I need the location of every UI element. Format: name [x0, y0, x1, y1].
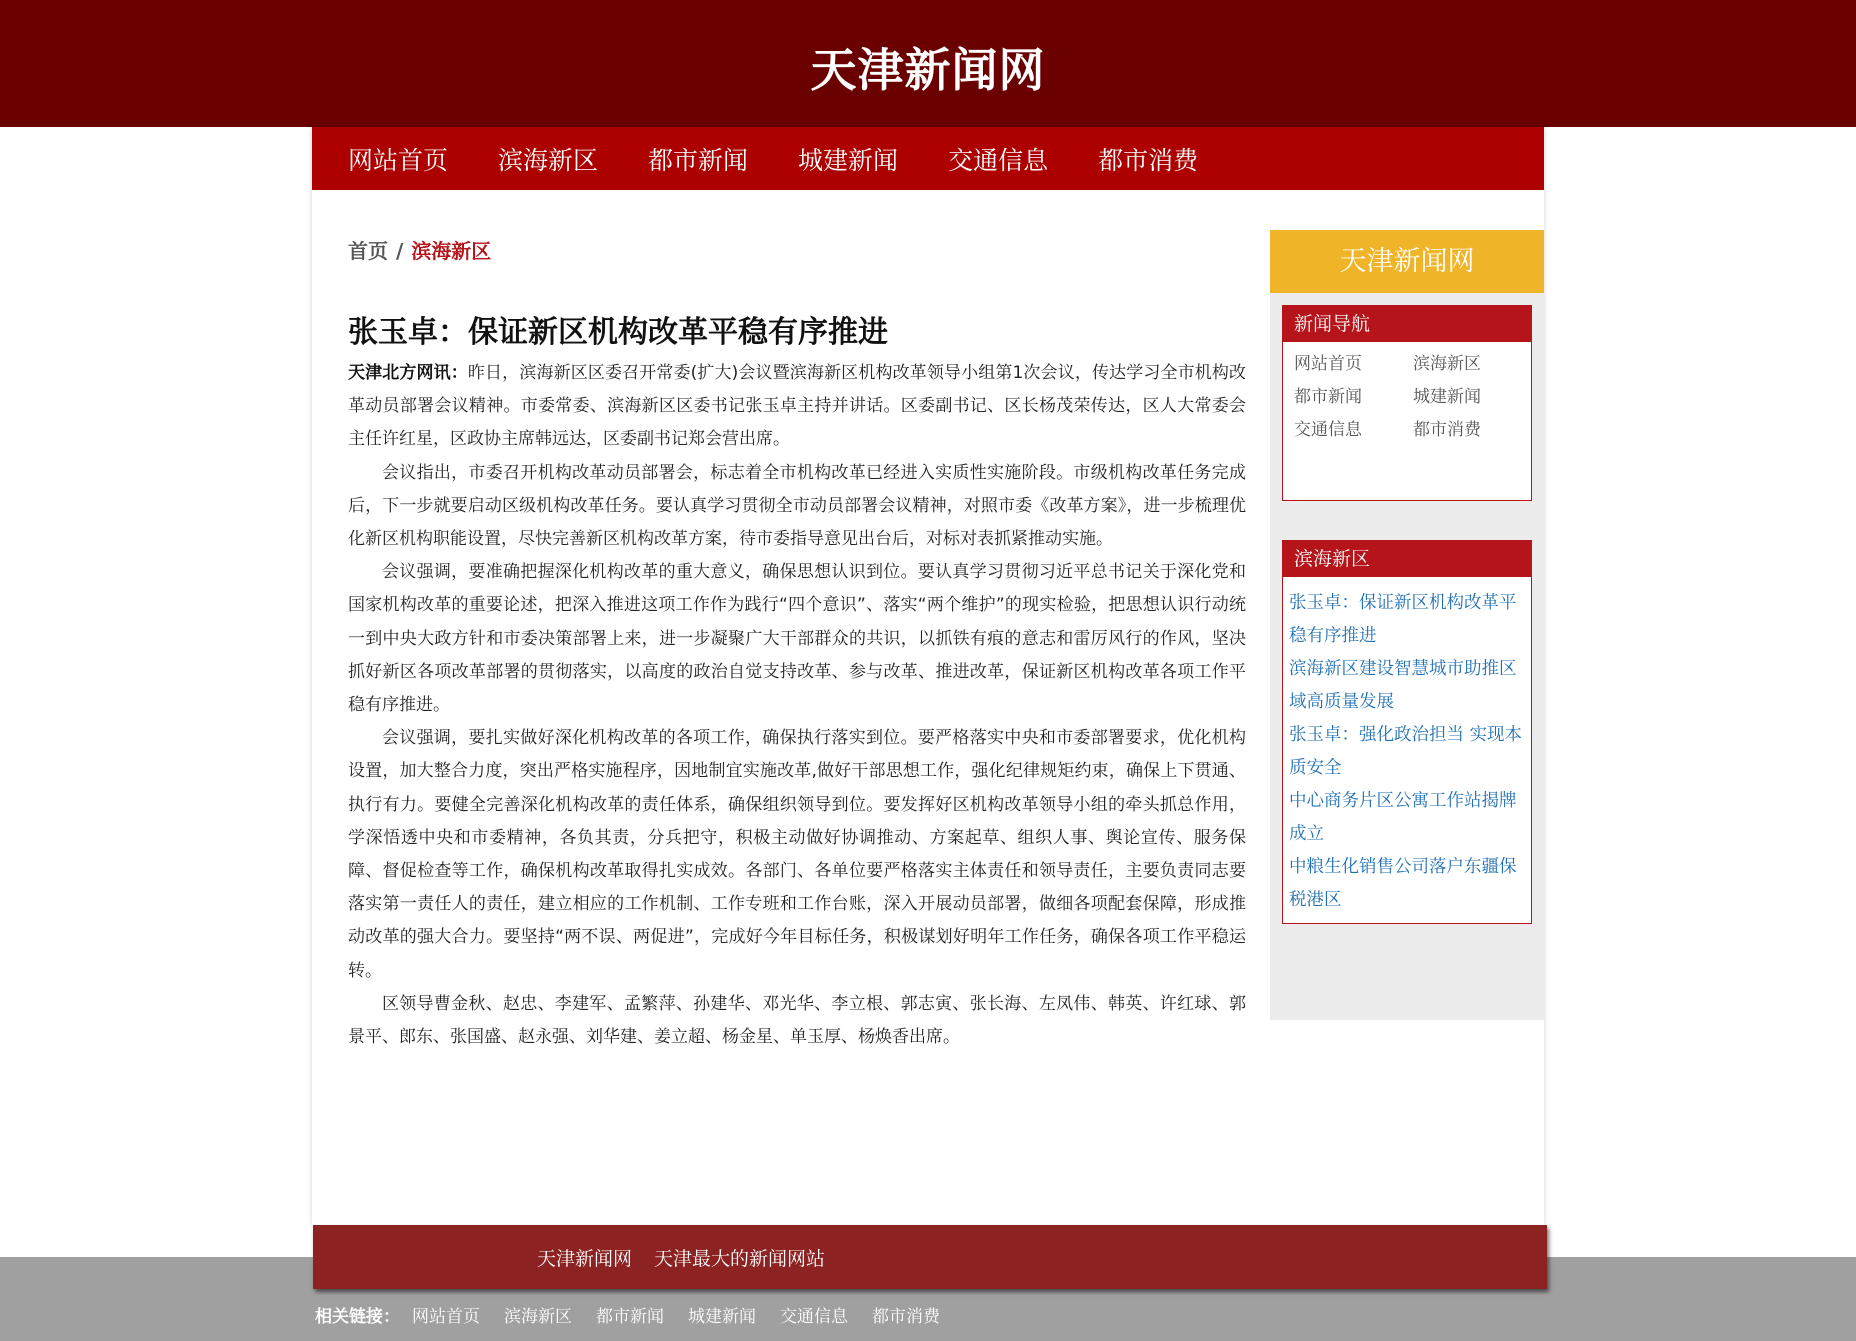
article-paragraph: 区领导曹金秋、赵忠、李建军、孟繁萍、孙建华、邓光华、李立根、郭志寅、张长海、左凤伟、韩英、许红球、郭景平、郎东、张国盛、赵永强、刘华建、姜立超、杨金星、单玉厚、杨焕香出席。: [348, 993, 1246, 1048]
related-link[interactable]: 都市消费: [872, 1307, 940, 1327]
binhai-news-box: [1282, 540, 1532, 924]
site-header: [0, 0, 1856, 127]
news-nav-link[interactable]: 都市消费: [1413, 420, 1481, 440]
footer-bar: [313, 1225, 1547, 1289]
sidebar-banner: 天津新闻网: [1270, 230, 1544, 293]
article-source: 天津北方网讯：: [348, 363, 468, 383]
related-link[interactable]: 都市新闻: [596, 1307, 664, 1327]
nav-item-home[interactable]: 网站首页: [348, 145, 449, 175]
main-nav: [312, 127, 1544, 190]
breadcrumb-home[interactable]: 首页: [348, 239, 388, 263]
footer-site-name: 天津新闻网: [537, 1248, 633, 1270]
footer-slogan: 天津最大的新闻网站: [654, 1248, 826, 1270]
news-nav-box: [1282, 305, 1532, 501]
nav-item-consumption[interactable]: 都市消费: [1098, 145, 1199, 175]
article-lead-text: 昨日，滨海新区区委召开常委(扩大)会议暨滨海新区机构改革领导小组第1次会议，传达学习全市机构改革动员部署会议精神。市委常委、滨海新区区委书记张玉卓主持并讲话。区委副书记、区长杨茂荣传达，区人大常委会主任许红星，区政协主席韩远达，区委副书记郑会营出席。: [348, 363, 1246, 450]
binhai-news-list: [1283, 577, 1531, 917]
article-paragraph: 会议强调，要扎实做好深化机构改革的各项工作，确保执行落实到位。要严格落实中央和市委部署要求，优化机构设置，加大整合力度，突出严格实施程序，因地制宜实施改革,做好干部思想工作，强化纪律规矩约束，确保上下贯通、执行有力。要健全完善深化机构改革的责任体系，确保组织领导到位。要发挥好区机构改革领导小组的牵头抓总作用，学深悟透中央和市委精神，各负其责，分兵把守，积极主动做好协调推动、方案起草、组织人事、舆论宣传、服务保障、督促检查等工作，确保机构改革取得扎实成效。各部门、各单位要严格落实主体责任和领导责任，主要负责同志要落实第一责任人的责任，建立相应的工作机制、工作专班和工作台账，深入开展动员部署，做细各项配套保障，形成推动改革的强大合力。要坚持“两不误、两促进”，完成好今年目标任务，积极谋划好明年工作任务，确保各项工作平稳运转。: [348, 728, 1246, 981]
breadcrumb-current[interactable]: 滨海新区: [411, 239, 492, 263]
sidebar: [1270, 230, 1544, 1020]
news-link[interactable]: 中心商务片区公寓工作站揭牌成立: [1289, 791, 1517, 844]
nav-item-traffic[interactable]: 交通信息: [948, 145, 1049, 175]
article-lead-paragraph: [348, 357, 1246, 457]
news-nav-title: 新闻导航: [1283, 306, 1531, 342]
footer-text: [537, 1244, 825, 1271]
related-link[interactable]: 滨海新区: [504, 1307, 572, 1327]
related-links: [315, 1302, 964, 1327]
news-nav-link[interactable]: 交通信息: [1294, 420, 1362, 440]
article-title: 张玉卓：保证新区机构改革平稳有序推进: [348, 315, 888, 350]
main-container: [312, 127, 1544, 1226]
site-title: 天津新闻网: [810, 43, 1046, 97]
related-link[interactable]: 交通信息: [780, 1307, 848, 1327]
news-nav-link[interactable]: 城建新闻: [1413, 387, 1481, 407]
news-link[interactable]: 滨海新区建设智慧城市助推区域高质量发展: [1289, 659, 1517, 712]
article: [348, 307, 1246, 1054]
breadcrumb: [348, 235, 491, 264]
breadcrumb-separator: /: [396, 239, 404, 263]
nav-item-binhai[interactable]: 滨海新区: [498, 145, 599, 175]
news-link[interactable]: 张玉卓：强化政治担当 实现本质安全: [1289, 725, 1523, 778]
binhai-news-title: 滨海新区: [1283, 541, 1531, 577]
news-link[interactable]: 中粮生化销售公司落户东疆保税港区: [1289, 857, 1517, 910]
news-link[interactable]: 张玉卓：保证新区机构改革平稳有序推进: [1289, 593, 1517, 646]
article-paragraph: 会议强调，要准确把握深化机构改革的重大意义，确保思想认识到位。要认真学习贯彻习近平总书记关于深化党和国家机构改革的重要论述，把深入推进这项工作作为践行“四个意识”、落实“两个维护”的现实检验，把思想认识行动统一到中央大政方针和市委决策部署上来，进一步凝聚广大干部群众的共识，以抓铁有痕的意志和雷厉风行的作风，坚决抓好新区各项改革部署的贯彻落实，以高度的政治自觉支持改革、参与改革、推进改革，保证新区机构改革各项工作平稳有序推进。: [348, 562, 1246, 716]
related-link[interactable]: 城建新闻: [688, 1307, 756, 1327]
nav-item-urban-construction[interactable]: 城建新闻: [798, 145, 899, 175]
news-nav-link[interactable]: 滨海新区: [1413, 354, 1481, 374]
related-links-label: 相关链接：: [315, 1307, 400, 1327]
news-nav-link[interactable]: 都市新闻: [1294, 387, 1362, 407]
news-nav-grid: [1283, 342, 1531, 447]
related-link[interactable]: 网站首页: [412, 1307, 480, 1327]
article-paragraph: 会议指出，市委召开机构改革动员部署会，标志着全市机构改革已经进入实质性实施阶段。市级机构改革任务完成后，下一步就要启动区级机构改革任务。要认真学习贯彻全市动员部署会议精神，对照市委《改革方案》，进一步梳理优化新区机构职能设置，尽快完善新区机构改革方案，待市委指导意见出台后，对标对表抓紧推动实施。: [348, 462, 1246, 550]
news-nav-link[interactable]: 网站首页: [1294, 354, 1362, 374]
nav-item-city-news[interactable]: 都市新闻: [648, 145, 749, 175]
